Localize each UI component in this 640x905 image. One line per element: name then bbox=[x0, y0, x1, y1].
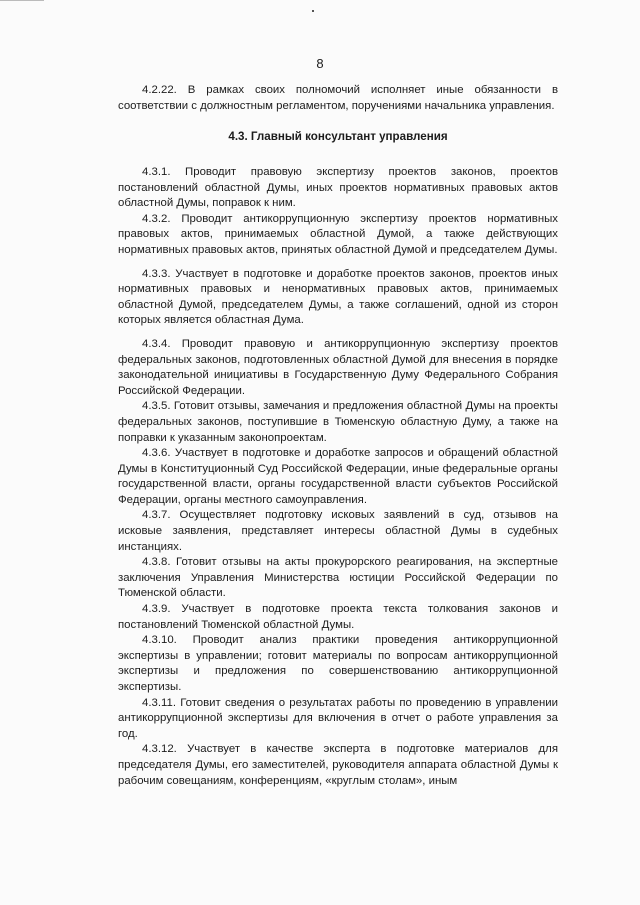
paragraph-4-3-11: 4.3.11. Готовит сведения о результатах работы по проведению в управлении антикоррупционной экспертизы для включения в отчет о работе управления за год. bbox=[118, 696, 558, 740]
page-number: 8 bbox=[316, 56, 324, 71]
paragraph-4-3-6: 4.3.6. Участвует в подготовке и доработке запросов и обращений областной Думы в Конституционный Суд Российской Федерации, иные федеральные органы государственной власти, органы государственной власти субъектов Российской Федерации, органы местного самоуправления. bbox=[118, 447, 558, 506]
paragraph-4-3-7: 4.3.7. Осуществляет подготовку исковых заявлений в суд, отзывов на исковые заявления, представляет интересы областной Думы в судебных инстанциях. bbox=[118, 509, 558, 553]
paragraph-4-3-12: 4.3.12. Участвует в качестве эксперта в подготовке материалов для председателя Думы, его заместителей, руководителя аппарата областной Думы к рабочим совещаниям, конференциям, «круглым столам», иным bbox=[118, 743, 558, 787]
intro-block bbox=[118, 83, 558, 114]
paragraph-4-3-8: 4.3.8. Готовит отзывы на акты прокурорского реагирования, на экспертные заключения Управления Министерства юстиции Российской Федерации по Тюменской области. bbox=[118, 556, 558, 600]
section-body bbox=[118, 165, 558, 789]
section-heading: 4.3. Главный консультант управления bbox=[228, 130, 448, 143]
paragraph-4-3-9: 4.3.9. Участвует в подготовке проекта текста толкования законов и постановлений Тюменской областной Думы. bbox=[118, 603, 558, 631]
paragraph-4-3-10: 4.3.10. Проводит анализ практики проведения антикоррупционной экспертизы в управлении; готовит материалы по вопросам антикоррупционной экспертизы и предложения по совершенствованию антикоррупционной экспертизы. bbox=[118, 634, 558, 693]
paragraph-4-3-1: 4.3.1. Проводит правовую экспертизу проектов законов, проектов постановлений областной Думы, иных проектов нормативных правовых актов областной Думы, поправок к ним. bbox=[118, 166, 558, 210]
paragraph-4-3-3: 4.3.3. Участвует в подготовке и доработке проектов законов, проектов иных нормативных правовых и ненормативных правовых актов, принимаемых областной Думой, председателем Думы, а также соглашений, одной из сторон которых является областная Дума. bbox=[118, 267, 558, 327]
scan-artifact bbox=[0, 0, 44, 1]
paragraph-4-3-5: 4.3.5. Готовит отзывы, замечания и предложения областной Думы на проекты федеральных законов, поступившие в Тюменскую областную Думу, а также на поправки к указанным законопроектам. bbox=[118, 400, 558, 444]
paragraph-4-3-2: 4.3.2. Проводит антикоррупционную экспертизу проектов нормативных правовых актов, принимаемых областной Думой, а также действующих нормативных правовых актов, принятых областной Думой и председателем Думы. bbox=[118, 212, 558, 256]
scan-artifact bbox=[312, 10, 314, 12]
paragraph-4-2-22: 4.2.22. В рамках своих полномочий исполняет иные обязанности в соответствии с должностным регламентом, поручениями начальника управления. bbox=[118, 84, 558, 112]
paragraph-4-3-4: 4.3.4. Проводит правовую и антикоррупционную экспертизу проектов федеральных законов, подготовленных областной Думой для внесения в порядке законодательной инициативы в Государственную Думу Федерального Собрания Российской Федерации. bbox=[118, 337, 558, 397]
